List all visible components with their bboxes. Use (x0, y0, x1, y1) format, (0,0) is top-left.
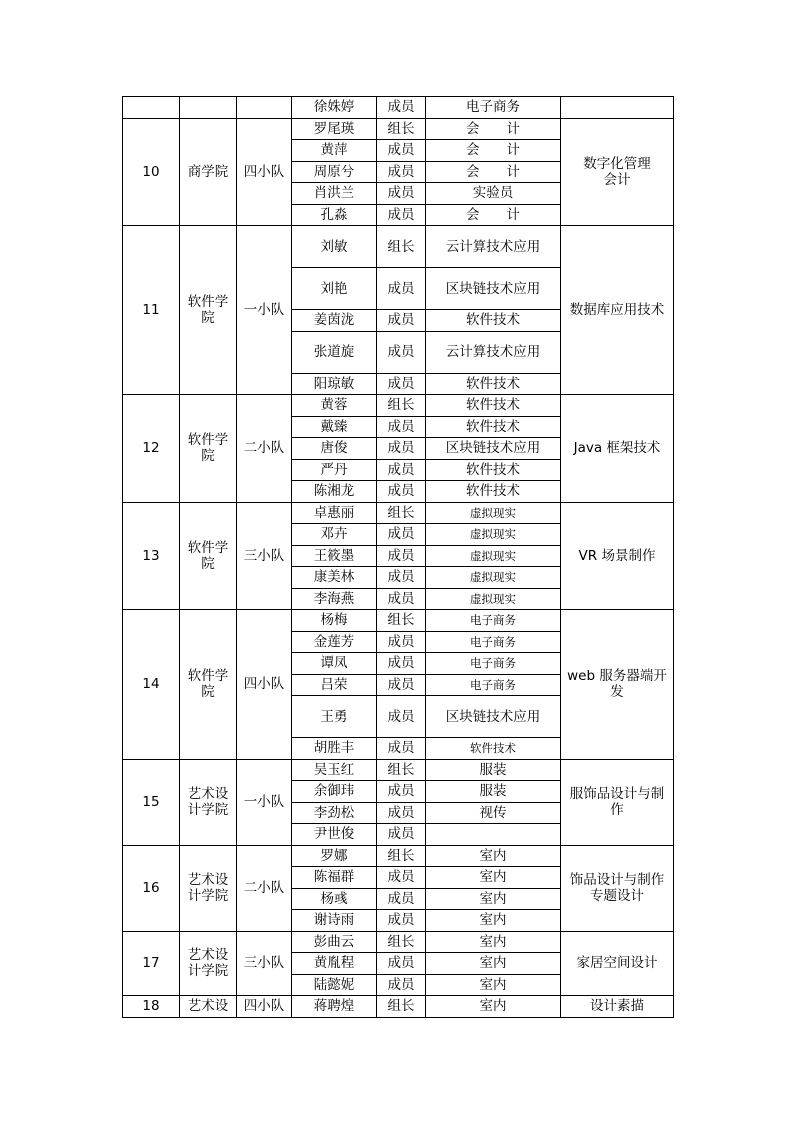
member-name: 王筱墨 (292, 545, 377, 567)
team-roster-table (122, 96, 674, 1018)
member-name: 李劲松 (292, 802, 377, 824)
member-major: 虚拟现实 (426, 524, 561, 546)
member-name: 卓惠丽 (292, 502, 377, 524)
member-major: 软件技术 (426, 373, 561, 395)
member-major: 区块链技术应用 (426, 696, 561, 738)
member-role: 组长 (377, 226, 426, 268)
table-row (123, 931, 674, 953)
member-role: 成员 (377, 140, 426, 162)
member-role: 成员 (377, 524, 426, 546)
member-role: 组长 (377, 996, 426, 1018)
member-major: 软件技术 (426, 416, 561, 438)
member-name: 吴玉红 (292, 759, 377, 781)
member-major: 室内 (426, 974, 561, 996)
member-name: 李海燕 (292, 588, 377, 610)
member-role: 成员 (377, 588, 426, 610)
member-major: 虚拟现实 (426, 588, 561, 610)
member-major: 软件技术 (426, 481, 561, 503)
group-number: 18 (123, 996, 180, 1018)
member-name: 陈湘龙 (292, 481, 377, 503)
group-number: 10 (123, 118, 180, 226)
member-role: 成员 (377, 910, 426, 932)
member-name: 彭曲云 (292, 931, 377, 953)
table-row (123, 759, 674, 781)
member-role: 成员 (377, 161, 426, 183)
member-name: 罗尾瑛 (292, 118, 377, 140)
member-role: 成员 (377, 696, 426, 738)
member-major: 虚拟现实 (426, 567, 561, 589)
member-name: 谭凤 (292, 653, 377, 675)
member-role: 组长 (377, 610, 426, 632)
member-name: 姜茵泷 (292, 310, 377, 332)
member-major: 服装 (426, 781, 561, 803)
member-major: 室内 (426, 888, 561, 910)
member-major: 室内 (426, 996, 561, 1018)
member-name: 蒋聘煌 (292, 996, 377, 1018)
member-role: 组长 (377, 931, 426, 953)
member-role: 成员 (377, 567, 426, 589)
member-role: 成员 (377, 802, 426, 824)
member-name: 唐俊 (292, 438, 377, 460)
member-name: 孔淼 (292, 204, 377, 226)
college-name: 艺术设 计学院 (180, 759, 237, 845)
roster-body (123, 97, 674, 1018)
member-role: 成员 (377, 738, 426, 760)
college-name: 艺术设 计学院 (180, 845, 237, 931)
table-row (123, 610, 674, 632)
member-role: 组长 (377, 118, 426, 140)
table-row (123, 996, 674, 1018)
member-role: 成员 (377, 631, 426, 653)
project-topic: 设计素描 (561, 996, 674, 1018)
member-name: 戴臻 (292, 416, 377, 438)
group-number: 11 (123, 226, 180, 395)
team-name: 一小队 (237, 226, 292, 395)
member-major: 虚拟现实 (426, 545, 561, 567)
table-row (123, 845, 674, 867)
group-number (123, 97, 180, 119)
member-name: 严丹 (292, 459, 377, 481)
member-name: 刘艳 (292, 268, 377, 310)
member-name: 胡胜丰 (292, 738, 377, 760)
member-name: 阳琼敏 (292, 373, 377, 395)
member-name: 周原兮 (292, 161, 377, 183)
member-role: 成员 (377, 974, 426, 996)
member-major: 会 计 (426, 118, 561, 140)
member-name: 张道旋 (292, 331, 377, 373)
member-role: 成员 (377, 416, 426, 438)
group-number: 16 (123, 845, 180, 931)
group-number: 17 (123, 931, 180, 996)
member-name: 罗娜 (292, 845, 377, 867)
team-name: 四小队 (237, 610, 292, 760)
college-name: 软件学 院 (180, 226, 237, 395)
member-role: 成员 (377, 867, 426, 889)
group-number: 15 (123, 759, 180, 845)
member-role: 成员 (377, 331, 426, 373)
project-topic: 服饰品设计与制 作 (561, 759, 674, 845)
member-major: 电子商务 (426, 97, 561, 119)
member-name: 康美林 (292, 567, 377, 589)
member-role: 成员 (377, 824, 426, 846)
member-major: 服装 (426, 759, 561, 781)
table-row (123, 395, 674, 417)
member-role: 成员 (377, 459, 426, 481)
member-major: 虚拟现实 (426, 502, 561, 524)
member-major: 云计算技术应用 (426, 226, 561, 268)
team-name: 四小队 (237, 118, 292, 226)
project-topic: 数字化管理 会计 (561, 118, 674, 226)
member-role: 组长 (377, 759, 426, 781)
member-name: 徐姝婷 (292, 97, 377, 119)
project-topic: Java 框架技术 (561, 395, 674, 503)
project-topic: 饰品设计与制作 专题设计 (561, 845, 674, 931)
member-major: 电子商务 (426, 631, 561, 653)
member-name: 陈福群 (292, 867, 377, 889)
member-role: 成员 (377, 183, 426, 205)
group-number: 12 (123, 395, 180, 503)
member-major: 会 计 (426, 161, 561, 183)
member-name: 刘敏 (292, 226, 377, 268)
project-topic: web 服务器端开 发 (561, 610, 674, 760)
member-role: 成员 (377, 481, 426, 503)
table-row (123, 97, 674, 119)
member-role: 成员 (377, 97, 426, 119)
member-major: 电子商务 (426, 610, 561, 632)
college-name: 软件学 院 (180, 610, 237, 760)
college-name: 艺术设 计学院 (180, 931, 237, 996)
team-name (237, 97, 292, 119)
team-name: 二小队 (237, 845, 292, 931)
project-topic: VR 场景制作 (561, 502, 674, 610)
member-name: 杨彧 (292, 888, 377, 910)
member-name: 尹世俊 (292, 824, 377, 846)
member-major: 会 计 (426, 204, 561, 226)
member-role: 成员 (377, 373, 426, 395)
member-name: 黄胤程 (292, 953, 377, 975)
member-major: 视传 (426, 802, 561, 824)
member-name: 黄萍 (292, 140, 377, 162)
project-topic: 数据库应用技术 (561, 226, 674, 395)
member-major: 云计算技术应用 (426, 331, 561, 373)
project-topic: 家居空间设计 (561, 931, 674, 996)
team-name: 二小队 (237, 395, 292, 503)
member-role: 组长 (377, 845, 426, 867)
table-row (123, 502, 674, 524)
member-major: 室内 (426, 953, 561, 975)
member-name: 余御玮 (292, 781, 377, 803)
member-role: 成员 (377, 545, 426, 567)
team-name: 三小队 (237, 931, 292, 996)
member-role: 成员 (377, 888, 426, 910)
member-role: 成员 (377, 953, 426, 975)
member-major: 软件技术 (426, 738, 561, 760)
member-role: 组长 (377, 395, 426, 417)
member-major: 区块链技术应用 (426, 438, 561, 460)
member-name: 陆懿妮 (292, 974, 377, 996)
member-role: 成员 (377, 310, 426, 332)
member-major: 室内 (426, 931, 561, 953)
college-name: 软件学 院 (180, 395, 237, 503)
project-topic (561, 97, 674, 119)
member-role: 组长 (377, 502, 426, 524)
college-name: 艺术设 (180, 996, 237, 1018)
team-name: 一小队 (237, 759, 292, 845)
member-name: 王勇 (292, 696, 377, 738)
member-name: 黄蓉 (292, 395, 377, 417)
team-name: 四小队 (237, 996, 292, 1018)
college-name: 软件学 院 (180, 502, 237, 610)
member-name: 吕荣 (292, 674, 377, 696)
member-role: 成员 (377, 674, 426, 696)
table-row (123, 118, 674, 140)
member-major: 软件技术 (426, 395, 561, 417)
member-name: 肖洪兰 (292, 183, 377, 205)
member-name: 邓卉 (292, 524, 377, 546)
member-major: 室内 (426, 910, 561, 932)
college-name (180, 97, 237, 119)
member-major: 软件技术 (426, 310, 561, 332)
member-role: 成员 (377, 781, 426, 803)
college-name: 商学院 (180, 118, 237, 226)
member-major: 区块链技术应用 (426, 268, 561, 310)
member-major: 实验员 (426, 183, 561, 205)
member-name: 金莲芳 (292, 631, 377, 653)
table-row (123, 226, 674, 268)
member-role: 成员 (377, 204, 426, 226)
member-major: 软件技术 (426, 459, 561, 481)
group-number: 13 (123, 502, 180, 610)
member-major (426, 824, 561, 846)
team-name: 三小队 (237, 502, 292, 610)
member-role: 成员 (377, 268, 426, 310)
member-name: 谢诗雨 (292, 910, 377, 932)
member-major: 室内 (426, 867, 561, 889)
member-role: 成员 (377, 438, 426, 460)
group-number: 14 (123, 610, 180, 760)
member-major: 电子商务 (426, 674, 561, 696)
member-role: 成员 (377, 653, 426, 675)
member-major: 会 计 (426, 140, 561, 162)
member-major: 室内 (426, 845, 561, 867)
member-major: 电子商务 (426, 653, 561, 675)
member-name: 杨梅 (292, 610, 377, 632)
